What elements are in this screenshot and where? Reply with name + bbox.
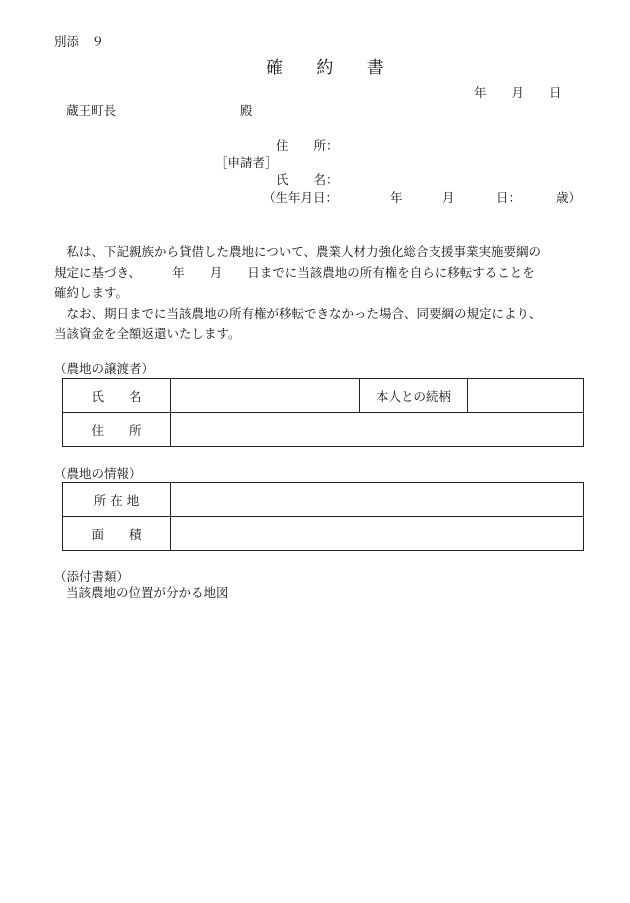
transferor-heading: （農地の譲渡者） [54,361,155,376]
honorific: 殿 [240,103,253,118]
transferor-address-field[interactable] [171,413,584,447]
attachments-heading: （添付書類） [54,569,130,584]
farmland-area-field[interactable] [171,517,584,551]
birth-year-label: 年 [390,190,403,205]
transferor-table [62,378,584,447]
addressee: 蔵王町長 [66,103,117,118]
applicant-name-label: 氏 名： [276,172,339,187]
applicant-address-label: 住 所： [276,138,339,153]
commitment-body [54,242,584,345]
birth-month-label: 月 [442,190,455,205]
age-suffix: 歳） [556,190,582,205]
farmland-area-label: 面 積 [63,517,171,551]
farmland-location-field[interactable] [171,483,584,517]
farmland-table [62,482,584,551]
attachment-item: 当該農地の位置が分かる地図 [66,585,229,600]
para2-line1: なお、期日までに当該農地の所有権が移転できなかった場合、同要綱の規定により、 [54,305,542,321]
transferor-address-label: 住 所 [63,413,171,447]
transferor-name-field[interactable] [171,379,360,413]
applicant-role-label: ［申請者］ [215,155,278,170]
transferor-relation-label: 本人との続柄 [360,379,468,413]
para1-line2: 規定に基づき、 年 月 日までに当該農地の所有権を自らに移転することを [54,264,535,280]
document-title: 確 約 書 [266,58,398,78]
para2-line2: 当該資金を全額返還いたします。 [54,326,241,341]
date-line: 年 月 日 [474,85,562,100]
birth-day-label: 日： [496,190,522,205]
para1-line3: 確約します。 [54,285,129,300]
farmland-heading: （農地の情報） [54,466,142,481]
transferor-name-label: 氏 名 [63,379,171,413]
attachment-number: 別添 ９ [54,34,105,49]
farmland-location-label: 所 在 地 [63,483,171,517]
transferor-relation-field[interactable] [468,379,584,413]
applicant-birthdate-label: （生年月日： [263,190,339,205]
para1-line1: 私は、下記親族から貸借した農地について、農業人材力強化総合支援事業実施要綱の [54,244,542,259]
